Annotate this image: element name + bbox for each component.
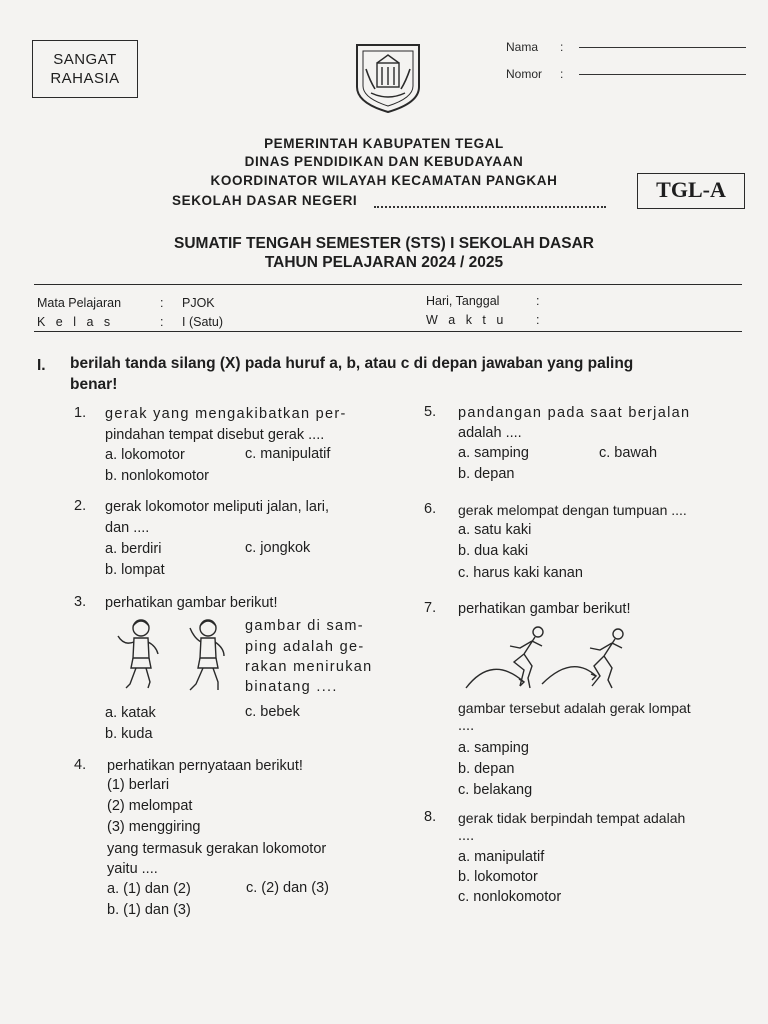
q8-option-a[interactable]: a. manipulatif	[458, 849, 545, 865]
q7-text-line-2: gambar tersebut adalah gerak lompat	[458, 700, 691, 716]
q3-side-line-3: rakan menirukan	[245, 659, 373, 675]
q8-option-b[interactable]: b. lokomotor	[458, 869, 538, 885]
subject-label: Mata Pelajaran	[37, 296, 122, 310]
q7-number: 7.	[424, 600, 437, 616]
q4-option-a[interactable]: a. (1) dan (2)	[107, 881, 191, 897]
header-school: SEKOLAH DASAR NEGERI	[172, 193, 358, 208]
q8-option-c[interactable]: c. nonlokomotor	[458, 889, 562, 905]
q7-option-a[interactable]: a. samping	[458, 740, 529, 756]
q4-text-line-2: yang termasuk gerakan lokomotor	[107, 841, 327, 857]
time-label: W a k t u	[426, 313, 507, 327]
stamp-line-1: SANGAT	[53, 51, 117, 68]
q4-statement-3: (3) menggiring	[107, 819, 201, 835]
q3-text-line-1: perhatikan gambar berikut!	[105, 595, 278, 611]
q2-text-line-2: dan ....	[105, 520, 150, 536]
q1-number: 1.	[74, 405, 87, 421]
q6-option-c[interactable]: c. harus kaki kanan	[458, 565, 583, 581]
instruction-line-1: berilah tanda silang (X) pada huruf a, b, atau c di depan jawaban yang paling	[70, 355, 634, 372]
q5-option-c[interactable]: c. bawah	[599, 445, 658, 461]
q4-number: 4.	[74, 757, 87, 773]
class-colon: :	[160, 315, 164, 329]
q7-text-line-1: perhatikan gambar berikut!	[458, 601, 631, 617]
header-department: DINAS PENDIDIKAN DAN KEBUDAYAAN	[244, 154, 524, 169]
name-label: Nama	[506, 40, 539, 54]
side-jump-illustration	[462, 624, 634, 694]
q8-number: 8.	[424, 809, 437, 825]
q3-side-line-4: binatang ....	[245, 679, 338, 695]
header-coordinator: KOORDINATOR WILAYAH KECAMATAN PANGKAH	[210, 173, 558, 188]
q6-text-line-1: gerak melompat dengan tumpuan ....	[458, 502, 687, 518]
date-colon: :	[536, 294, 540, 308]
q2-option-b[interactable]: b. lompat	[105, 562, 165, 578]
q2-number: 2.	[74, 498, 87, 514]
regency-emblem-icon	[351, 41, 425, 115]
stamp-line-2: RAHASIA	[50, 70, 120, 87]
q1-option-c[interactable]: c. manipulatif	[245, 446, 331, 462]
q6-number: 6.	[424, 501, 437, 517]
school-name-field[interactable]	[374, 206, 606, 208]
q7-option-c[interactable]: c. belakang	[458, 782, 533, 798]
instruction-line-2: benar!	[70, 376, 118, 393]
q4-text-line-3: yaitu ....	[107, 861, 158, 877]
q6-option-b[interactable]: b. dua kaki	[458, 543, 529, 559]
confidential-stamp	[32, 40, 138, 98]
q6-option-a[interactable]: a. satu kaki	[458, 522, 532, 538]
q5-option-b[interactable]: b. depan	[458, 466, 515, 482]
q1-option-b[interactable]: b. nonlokomotor	[105, 468, 209, 484]
q3-option-c[interactable]: c. bebek	[245, 704, 300, 720]
q1-text-line-2: pindahan tempat disebut gerak ....	[105, 427, 325, 443]
academic-year: TAHUN PELAJARAN 2024 / 2025	[264, 254, 504, 271]
divider-top	[34, 284, 742, 285]
q7-text-line-3: ....	[458, 718, 475, 734]
exam-code-box: TGL-A	[637, 173, 745, 209]
q5-number: 5.	[424, 404, 437, 420]
q4-statement-2: (2) melompat	[107, 798, 193, 814]
date-label: Hari, Tanggal	[426, 294, 500, 308]
q5-option-a[interactable]: a. samping	[458, 445, 529, 461]
name-colon: :	[560, 40, 564, 54]
time-colon: :	[536, 313, 540, 327]
q2-option-c[interactable]: c. jongkok	[245, 540, 311, 556]
q3-option-b[interactable]: b. kuda	[105, 726, 153, 742]
header-government: PEMERINTAH KABUPATEN TEGAL	[264, 136, 504, 151]
q3-number: 3.	[74, 594, 87, 610]
name-field[interactable]	[579, 47, 746, 48]
q1-text-line-1: gerak yang mengakibatkan per-	[105, 406, 347, 422]
q4-option-b[interactable]: b. (1) dan (3)	[107, 902, 191, 918]
divider-bottom	[34, 331, 742, 332]
q5-text-line-1: pandangan pada saat berjalan	[458, 405, 691, 421]
class-label: K e l a s	[37, 315, 114, 329]
subject-value: PJOK	[182, 296, 215, 310]
q4-text-line-1: perhatikan pernyataan berikut!	[107, 758, 303, 774]
number-field[interactable]	[579, 74, 746, 75]
q8-text-line-1: gerak tidak berpindah tempat adalah	[458, 810, 686, 826]
number-label: Nomor	[506, 67, 543, 81]
q2-text-line-1: gerak lokomotor meliputi jalan, lari,	[105, 499, 330, 515]
q1-option-a[interactable]: a. lokomotor	[105, 447, 185, 463]
exam-title: SUMATIF TENGAH SEMESTER (STS) I SEKOLAH DASAR	[174, 235, 594, 252]
q3-side-line-1: gambar di sam-	[245, 618, 364, 634]
q4-statement-1: (1) berlari	[107, 777, 170, 793]
q2-option-a[interactable]: a. berdiri	[105, 541, 162, 557]
subject-colon: :	[160, 296, 164, 310]
class-value: I (Satu)	[182, 315, 223, 329]
section-numeral: I.	[37, 357, 46, 374]
q3-option-a[interactable]: a. katak	[105, 705, 156, 721]
q7-option-b[interactable]: b. depan	[458, 761, 515, 777]
q8-text-line-2: ....	[458, 828, 475, 844]
q5-text-line-2: adalah ....	[458, 425, 522, 441]
children-imitating-animal-illustration	[108, 616, 238, 698]
q3-side-line-2: ping adalah ge-	[245, 639, 365, 655]
number-colon: :	[560, 67, 564, 81]
q4-option-c[interactable]: c. (2) dan (3)	[246, 880, 329, 896]
